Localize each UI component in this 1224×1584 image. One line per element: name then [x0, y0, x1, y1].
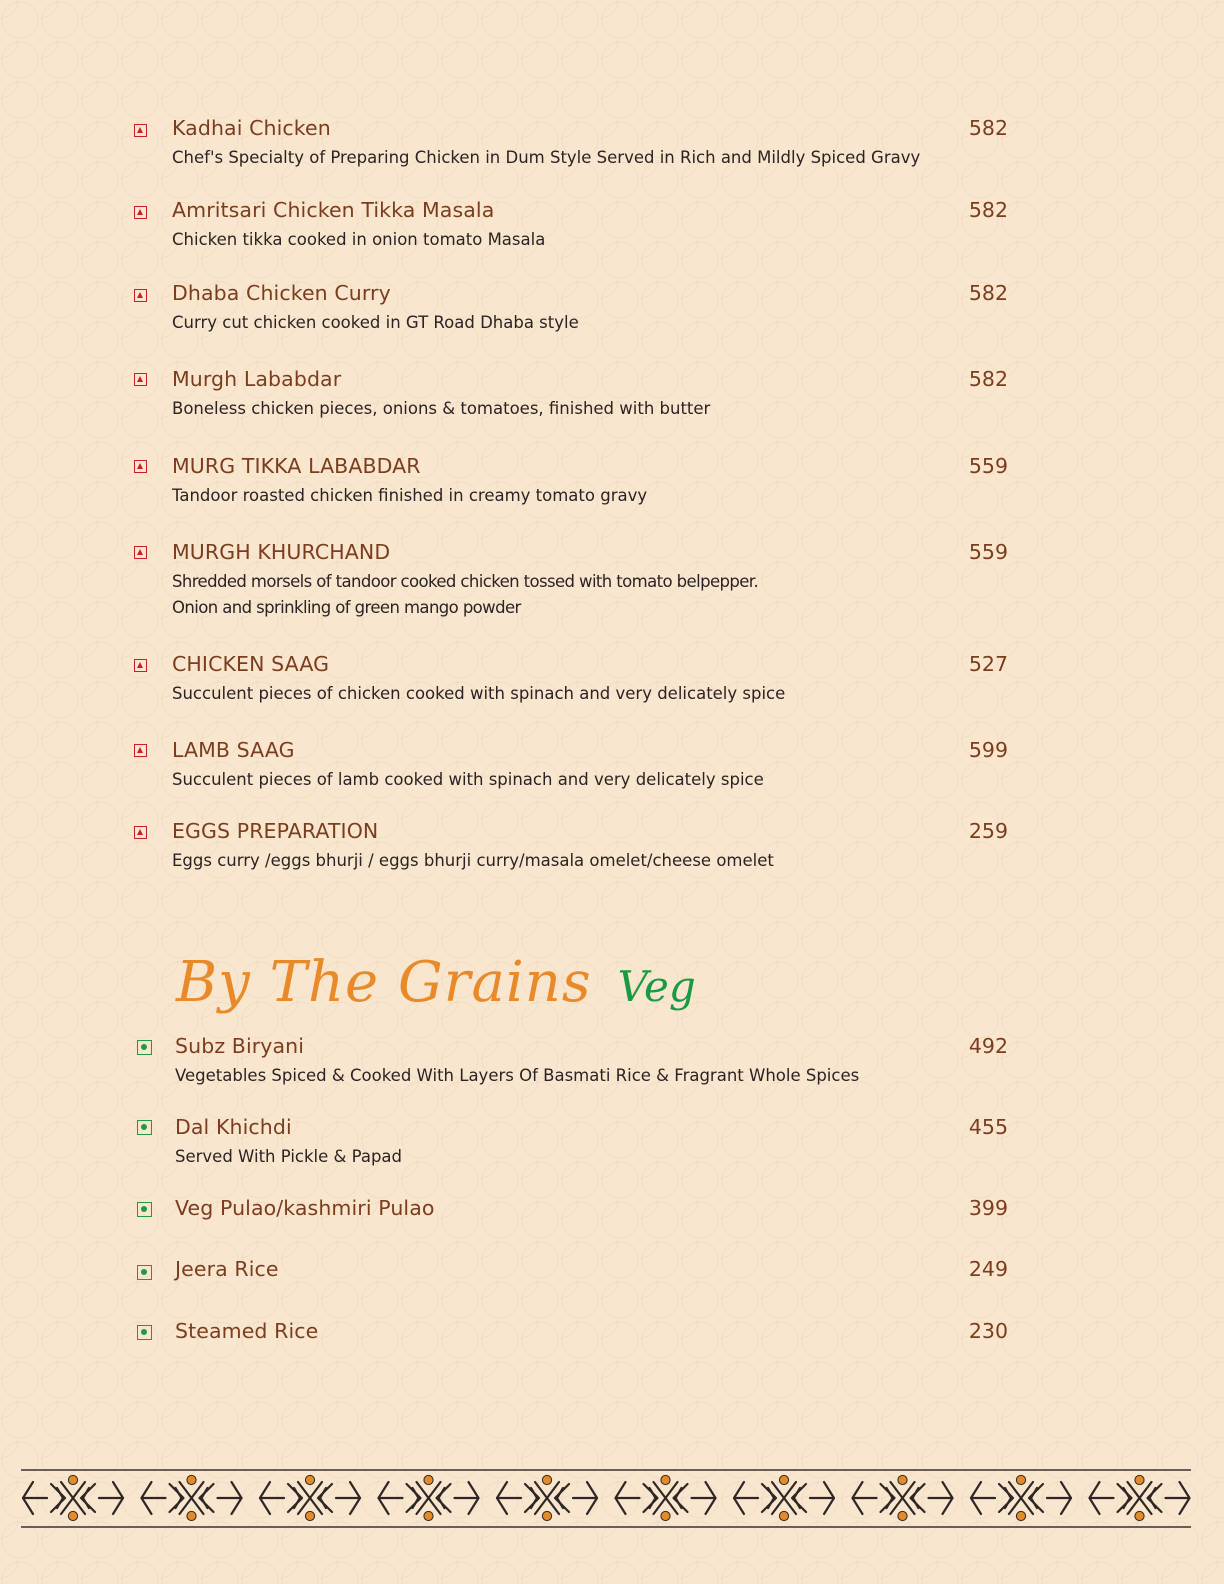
item-price: 582 — [968, 198, 1008, 222]
nonveg-marker-icon — [134, 460, 147, 473]
border-motifs — [23, 1475, 1190, 1520]
item-name: Dhaba Chicken Curry — [172, 281, 391, 305]
border-motif — [853, 1475, 953, 1520]
item-name: Murgh Lababdar — [172, 367, 342, 391]
border-motif — [379, 1475, 479, 1520]
item-price: 399 — [968, 1196, 1008, 1220]
item-price: 582 — [968, 116, 1008, 140]
veg-marker-icon — [137, 1120, 152, 1135]
section-subtitle: Veg — [617, 962, 696, 1011]
item-price: 582 — [968, 281, 1008, 305]
item-price: 249 — [968, 1257, 1008, 1281]
item-description: Succulent pieces of chicken cooked with spinach and very delicately spice — [172, 684, 786, 703]
nonveg-marker-icon — [134, 289, 147, 302]
nonveg-marker-icon — [134, 744, 147, 757]
item-name: Amritsari Chicken Tikka Masala — [172, 198, 495, 222]
border-motif — [23, 1475, 123, 1520]
item-price: 559 — [968, 540, 1008, 564]
item-name: Dal Khichdi — [175, 1115, 292, 1139]
item-price: 527 — [968, 652, 1008, 676]
item-description: Vegetables Spiced & Cooked With Layers Of Basmati Rice & Fragrant Whole Spices — [175, 1066, 860, 1085]
item-description-line-2: Onion and sprinkling of green mango powder — [172, 598, 521, 617]
item-price: 230 — [968, 1319, 1008, 1343]
item-description: Curry cut chicken cooked in GT Road Dhaba style — [172, 313, 579, 332]
item-name: Subz Biryani — [175, 1034, 305, 1058]
item-price: 259 — [968, 819, 1008, 843]
veg-marker-icon — [137, 1325, 152, 1340]
border-motif — [734, 1475, 834, 1520]
border-motif — [142, 1475, 242, 1520]
section-heading — [176, 950, 696, 1015]
border-motif — [497, 1475, 597, 1520]
border-motif — [1090, 1475, 1190, 1520]
nonveg-marker-icon — [134, 546, 147, 559]
nonveg-marker-icon — [134, 206, 147, 219]
nonveg-marker-icon — [134, 659, 147, 672]
item-description: Shredded morsels of tandoor cooked chicken tossed with tomato belpepper. — [172, 572, 759, 591]
decorative-border-pattern — [21, 1468, 1191, 1530]
item-description: Chef's Specialty of Preparing Chicken in Dum Style Served in Rich and Mildly Spiced Gravy — [172, 148, 921, 167]
item-price: 492 — [968, 1034, 1008, 1058]
item-price: 599 — [968, 738, 1008, 762]
item-name: MURGH KHURCHAND — [172, 540, 391, 564]
veg-marker-icon — [137, 1040, 152, 1055]
item-description: Chicken tikka cooked in onion tomato Masala — [172, 230, 546, 249]
item-name: Veg Pulao/kashmiri Pulao — [175, 1196, 435, 1220]
item-price: 559 — [968, 454, 1008, 478]
border-motif — [616, 1475, 716, 1520]
item-description: Boneless chicken pieces, onions & tomatoes, finished with butter — [172, 399, 711, 418]
item-description: Served With Pickle & Papad — [175, 1147, 403, 1166]
border-motif — [260, 1475, 360, 1520]
item-name: MURG TIKKA LABABDAR — [172, 454, 421, 478]
item-description: Tandoor roasted chicken finished in creamy tomato gravy — [172, 486, 648, 505]
item-description: Succulent pieces of lamb cooked with spinach and very delicately spice — [172, 770, 764, 789]
item-name: EGGS PREPARATION — [172, 819, 379, 843]
veg-marker-icon — [137, 1265, 152, 1280]
item-name: Jeera Rice — [175, 1257, 279, 1281]
item-name: LAMB SAAG — [172, 738, 295, 762]
border-motif — [971, 1475, 1071, 1520]
nonveg-marker-icon — [134, 826, 147, 839]
nonveg-marker-icon — [134, 373, 147, 386]
item-name: CHICKEN SAAG — [172, 652, 330, 676]
nonveg-marker-icon — [134, 124, 147, 137]
item-description: Eggs curry /eggs bhurji / eggs bhurji curry/masala omelet/cheese omelet — [172, 851, 774, 870]
item-price: 455 — [968, 1115, 1008, 1139]
item-name: Kadhai Chicken — [172, 116, 331, 140]
item-price: 582 — [968, 367, 1008, 391]
veg-marker-icon — [137, 1202, 152, 1217]
item-name: Steamed Rice — [175, 1319, 319, 1343]
section-title: By The Grains — [176, 950, 592, 1015]
